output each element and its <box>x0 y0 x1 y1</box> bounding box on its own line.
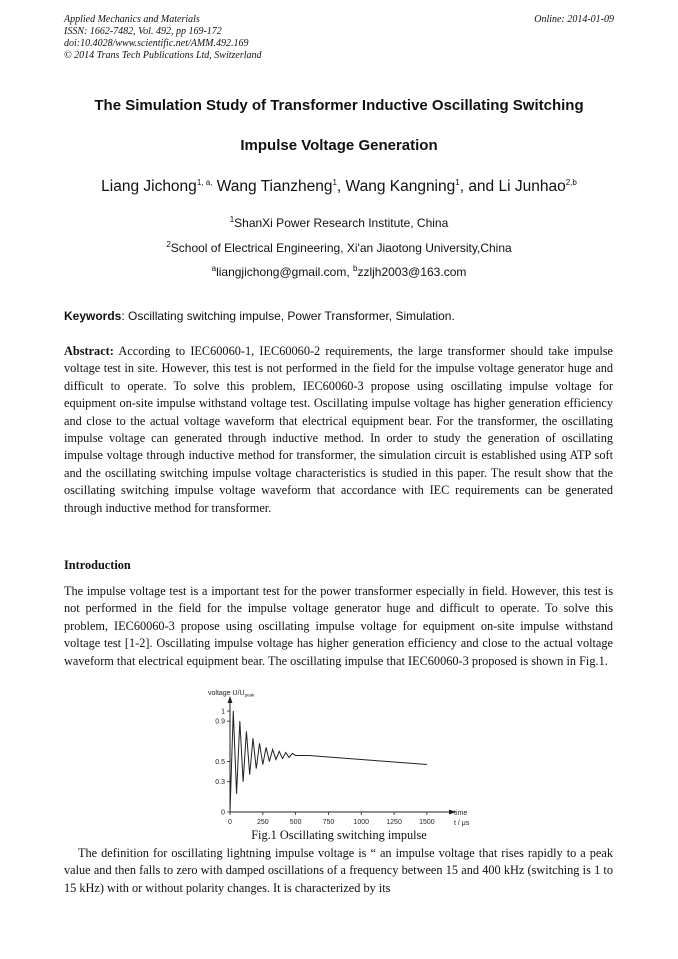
issn: ISSN: 1662-7482, Vol. 492, pp 169-172 <box>64 26 222 37</box>
x-tick-label: 750 <box>322 819 335 826</box>
doi: doi:10.4028/www.scientific.net/AMM.492.169 <box>64 38 249 49</box>
y-tick-label: 0.9 <box>215 718 225 726</box>
aff-sup: 1 <box>229 215 235 224</box>
definition-paragraph: The definition for oscillating lightning impulse voltage is “ an impulse voltage that rises rapidly to a peak value and then falls to zero with damped oscillations of a frequency between 15 and 400 kHz (switching is 1 to 15 kHz) with or without polarity changes. It is characterized by its <box>64 846 613 895</box>
figure-caption: Fig.1 Oscillating switching impulse <box>251 828 427 842</box>
y-tick-label: 1 <box>221 708 225 716</box>
affiliation-2 <box>40 241 638 255</box>
y-tick-label: 0 <box>221 809 225 817</box>
x-tick-label: 1500 <box>419 819 435 826</box>
author-sup: 2,b <box>565 177 577 187</box>
copyright: © 2014 Trans Tech Publications Ltd, Switzerland <box>64 50 262 61</box>
journal-header <box>64 14 262 62</box>
x-tick-label: 1000 <box>353 819 370 826</box>
y-axis-arrow <box>228 696 233 703</box>
online-date: Online: 2014-01-09 <box>534 14 614 25</box>
y-tick-label: 0.5 <box>215 759 225 767</box>
author-name: , Wang Kangning <box>336 178 456 195</box>
aff-text: ShanXi Power Research Institute, China <box>234 216 449 230</box>
oscillating-impulse-chart <box>200 686 490 831</box>
aff-text: School of Electrical Engineering, Xi'an Jiaotong University,China <box>170 241 512 255</box>
email-sup: b <box>353 264 358 273</box>
abstract <box>64 343 613 517</box>
paper-title <box>40 86 638 166</box>
email-sup: a <box>211 264 217 273</box>
title-line-1: The Simulation Study of Transformer Inductive Oscillating Switching <box>94 97 584 114</box>
keywords-label: Keywords <box>64 309 122 323</box>
author-name: , and Li Junhao <box>459 178 566 195</box>
author-sup: 1, a, <box>196 177 213 187</box>
x-tick-label: 1250 <box>386 819 402 826</box>
x-tick-label: 500 <box>289 819 302 826</box>
section-heading-introduction: Introduction <box>64 558 131 572</box>
x-axis-label-bottom: t / μs <box>454 820 470 827</box>
x-axis-label-top: time <box>454 810 468 817</box>
series-line <box>230 711 427 812</box>
keywords-text: : Oscillating switching impulse, Power Transformer, Simulation. <box>121 309 455 323</box>
keywords <box>64 309 455 323</box>
title-line-2: Impulse Voltage Generation <box>240 137 438 154</box>
x-tick-label: 0 <box>228 819 232 826</box>
author-list <box>40 178 638 196</box>
author-sup: 1 <box>332 177 337 187</box>
x-tick-label: 250 <box>256 819 269 826</box>
author-name: Liang Jichong <box>101 178 197 195</box>
y-ticks <box>215 709 230 817</box>
affiliation-1 <box>40 216 638 230</box>
y-axis-label: voltage $U/U_{peak}$ <box>208 690 255 698</box>
aff-sup: 2 <box>166 240 171 249</box>
x-ticks <box>228 812 435 826</box>
y-tick-label: 0.3 <box>215 779 225 787</box>
abstract-label: Abstract: <box>64 344 114 358</box>
author-sup: 1 <box>455 177 460 187</box>
email-text: liangjichong@gmail.com, <box>216 265 353 279</box>
introduction-paragraph: The impulse voltage test is a important test for the power transformer especially in field. However, this test is not performed in the field for the impulse voltage generator huge and difficult to operate. To solve this problem, IEC60060-3 propose using oscillating impulse voltage for equipment on-site impulse withstand voltage test [1-2]. Oscillating impulse voltage has higher generation efficiency and close to the actual voltage waveform that electrical equipment bear. The oscillating impulse that IEC60060-3 proposed is shown in Fig.1. <box>64 584 613 668</box>
email-text: zzljh2003@163.com <box>357 265 467 279</box>
abstract-text: According to IEC60060-1, IEC60060-2 requirements, the large transformer should take impulse voltage test in site. However, this test is not performed in the field for the impulse voltage generator huge and difficult to operate. To solve this problem, IEC60060-3 propose using oscillating impulse voltage for equipment on-site impulse withstand voltage test. Oscillating impulse voltage has higher generation efficiency and close to the actual voltage waveform that electrical equipment bear. For the transformer, the oscillating impulse voltage can generated through inductive method. In order to study the generation of oscillating impulse voltage through inductive method for transformer, the simulation circuit is established using ATP soft and the oscillating switching impulse voltage characteristics is studied in this paper. The result show that the oscillating switching impulse voltage waveform that accordance with IEC requirements can be generated through inductive method for transformer. <box>64 344 613 515</box>
author-emails <box>40 265 638 279</box>
journal-name: Applied Mechanics and Materials <box>64 14 200 25</box>
author-name: Wang Tianzheng <box>212 178 333 195</box>
